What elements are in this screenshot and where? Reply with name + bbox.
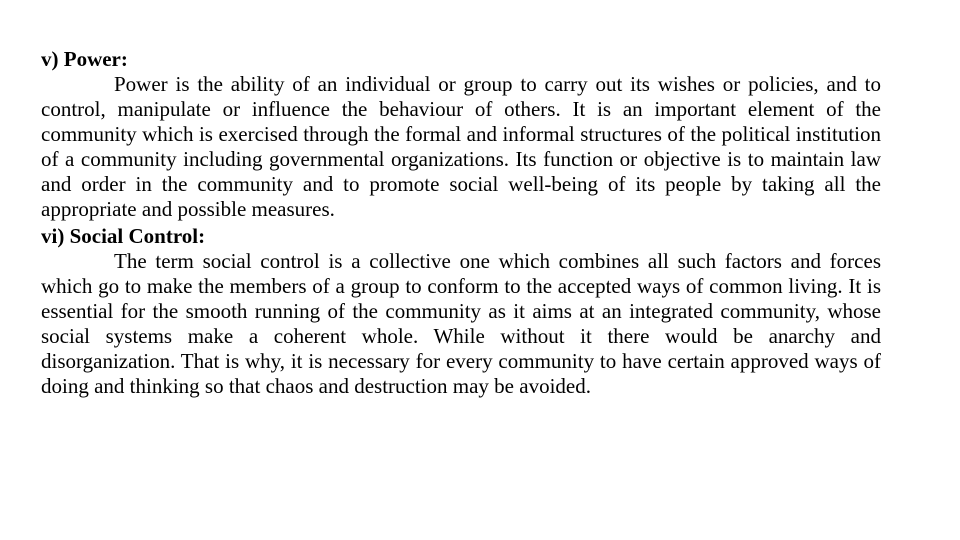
section-social-control [41, 224, 881, 399]
section-body-social-control: The term social control is a collective one which combines all such factors and forces which go to make the members of a group to conform to the accepted ways of common living. It is essential for the smooth running of the community as it aims at an integrated community, whose social systems make a coherent whole. While without it there would be anarchy and disorganization. That is why, it is necessary for every community to have certain approved ways of doing and thinking so that chaos and destruction may be avoided. [41, 249, 881, 398]
section-heading-social-control: vi) Social Control: [41, 224, 206, 248]
document-page [41, 47, 881, 401]
section-heading-power: v) Power: [41, 47, 128, 71]
section-power [41, 47, 881, 222]
section-body-power: Power is the ability of an individual or group to carry out its wishes or policies, and to control, manipulate or influence the behaviour of others. It is an important element of the community which is exercised through the formal and informal structures of the political institution of a community including governmental organizations. Its function or objective is to maintain law and order in the community and to promote social well-being of its people by taking all the appropriate and possible measures. [41, 72, 881, 221]
